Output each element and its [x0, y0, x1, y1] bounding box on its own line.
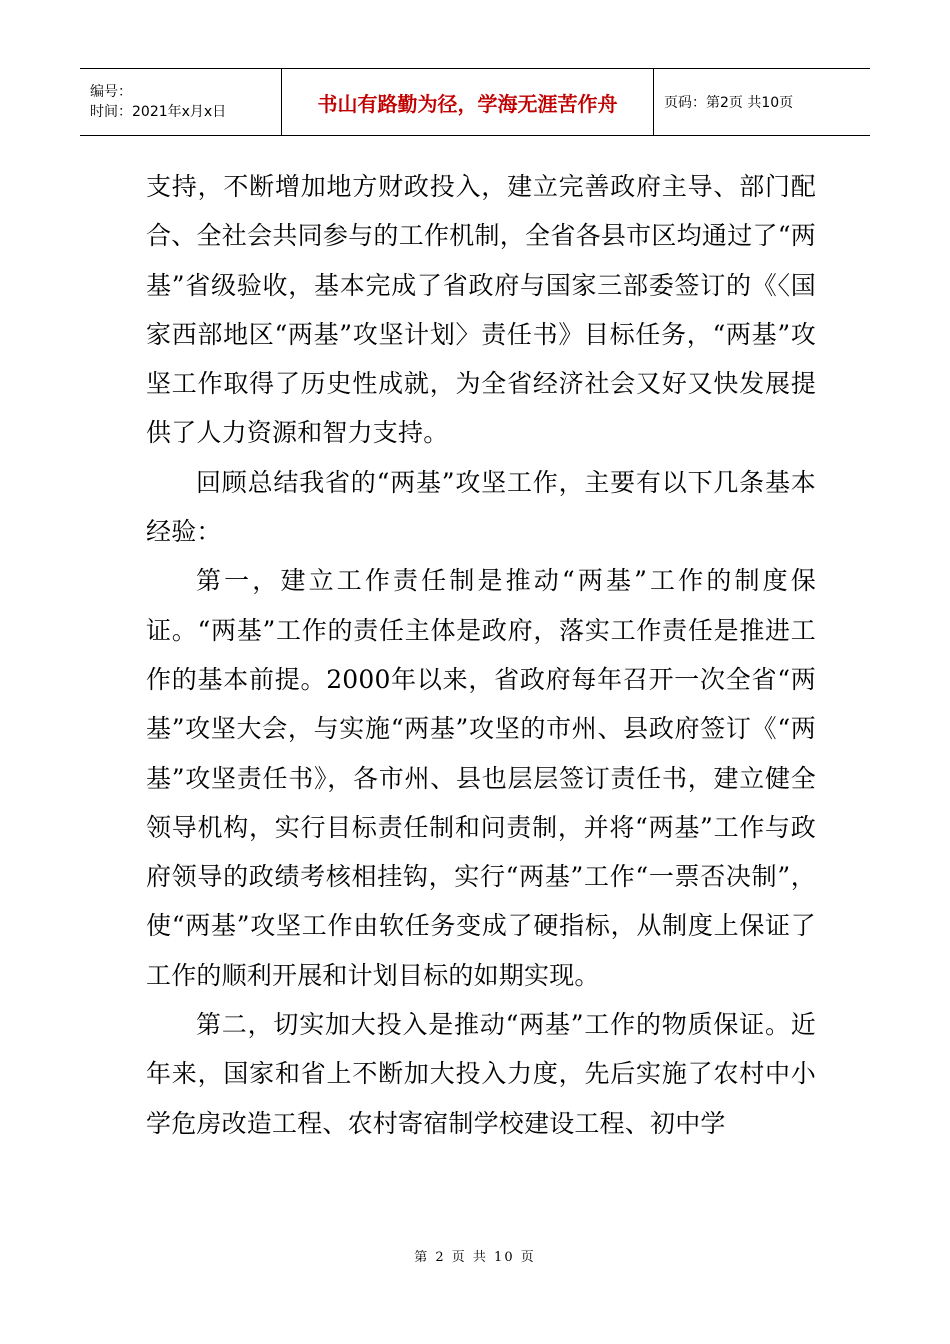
document-body	[146, 162, 816, 1148]
body-paragraph-2: 回顾总结我省的“两基”攻坚工作，主要有以下几条基本经验：	[146, 467, 816, 547]
body-paragraph-1: 支持，不断增加地方财政投入，建立完善政府主导、部门配合、全社会共同参与的工作机制，全省各县市区均通过了“两基”省级验收，基本完成了省政府与国家三部委签订的《〈国家西部地区“两基”攻坚计划〉责任书》目标任务，“两基”攻坚工作取得了历史性成就，为全省经济社会又好又快发展提供了人力资源和智力支持。	[146, 172, 816, 448]
header-meta	[80, 69, 282, 135]
page-info-text: 页码：第2页 共10页	[664, 95, 794, 111]
document-time-label: 时间：2021年x月x日	[90, 104, 227, 120]
page-header	[80, 68, 870, 136]
header-page-info	[654, 69, 870, 135]
body-paragraph-4: 第二，切实加大投入是推动“两基”工作的物质保证。近年来，国家和省上不断加大投入力度，先后实施了农村中小学危房改造工程、农村寄宿制学校建设工程、初中学	[146, 1010, 816, 1138]
document-number-label: 编号：	[90, 84, 132, 100]
page-footer: 第 2 页 共 10 页	[414, 1250, 536, 1265]
header-motto-cell	[282, 69, 654, 135]
header-motto: 书山有路勤为径，学海无涯苦作舟	[317, 91, 618, 116]
body-paragraph-3: 第一，建立工作责任制是推动“两基”工作的制度保证。“两基”工作的责任主体是政府，落实工作责任是推进工作的基本前提。2000年以来，省政府每年召开一次全省“两基”攻坚大会，与实施“两基”攻坚的市州、县政府签订《“两基”攻坚责任书》，各市州、县也层层签订责任书，建立健全领导机构，实行目标责任制和问责制，并将“两基”工作与政府领导的政绩考核相挂钩，实行“两基”工作“一票否决制”，使“两基”攻坚工作由软任务变成了硬指标，从制度上保证了工作的顺利开展和计划目标的如期实现。	[146, 566, 816, 990]
